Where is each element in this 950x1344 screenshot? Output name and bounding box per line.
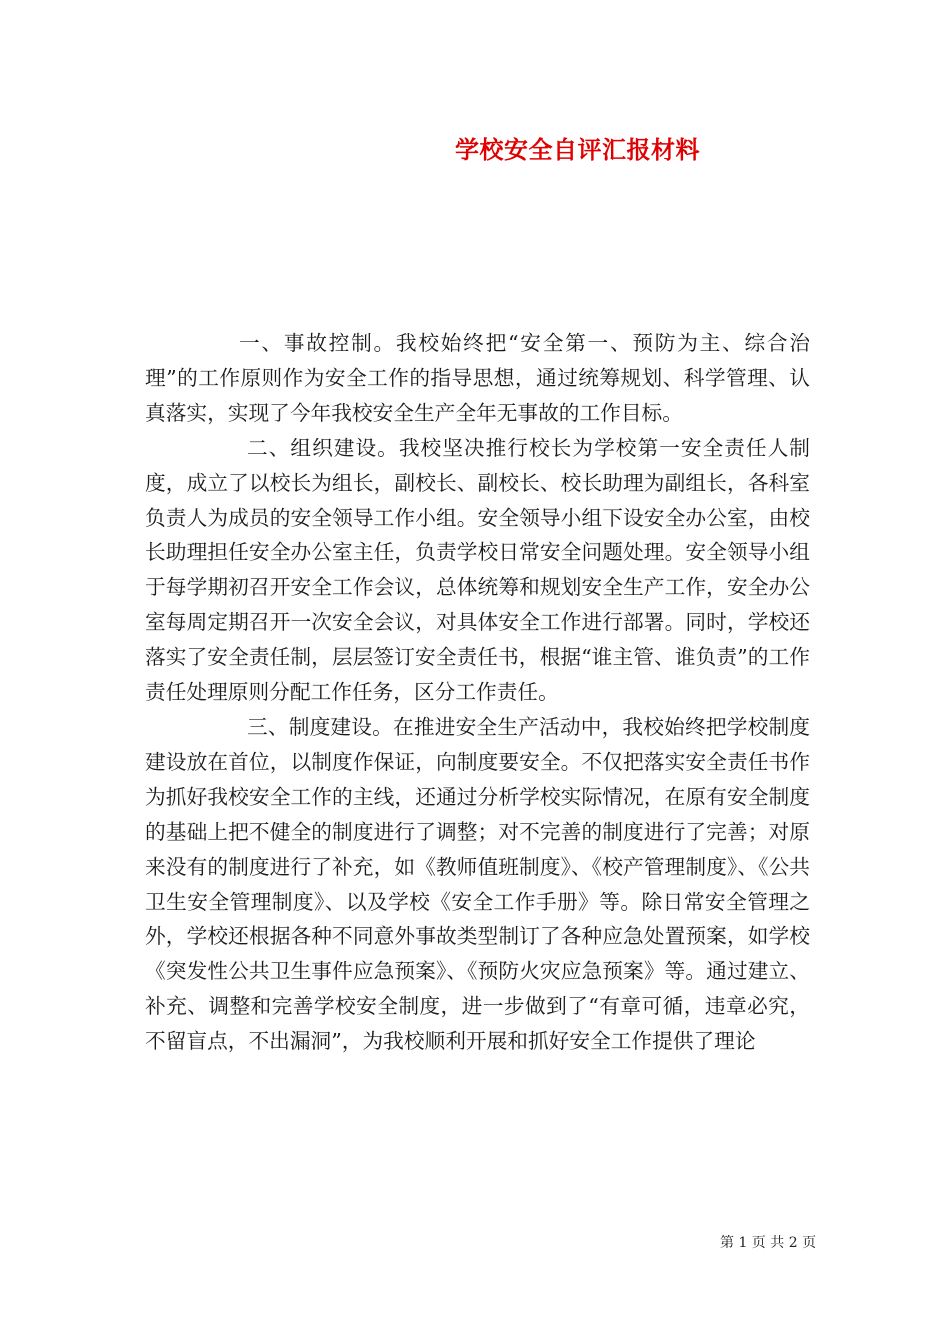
document-title: 学校安全自评汇报材料 [455,135,700,164]
page-number: 第 1 页 共 2 页 [720,1235,817,1251]
paragraph-system-building: 三、制度建设。在推进安全生产活动中，我校始终把学校制度建设放在首位，以制度作保证，向制度要安全。不仅把落实安全责任书作为抓好我校安全工作的主线，还通过分析学校实际情况，在原有安全制度的基础上把不健全的制度进行了调整；对不完善的制度进行了完善；对原来没有的制度进行了补充，如《教师值班制度》、《校产管理制度》、《公共卫生安全管理制度》、以及学校《安全工作手册》等。除日常安全管理之外，学校还根据各种不同意外事故类型制订了各种应急处置预案，如学校《突发性公共卫生事件应急预案》、《预防火灾应急预案》等。通过建立、补充、调整和完善学校安全制度，进一步做到了“有章可循，违章必究，不留盲点，不出漏洞”，为我校顺利开展和抓好安全工作提供了理论 [145,714,810,1054]
paragraph-accident-control: 一、事故控制。我校始终把“安全第一、预防为主、综合治理”的工作原则作为安全工作的指导思想，通过统筹规划、科学管理、认真落实，实现了今年我校安全生产全年无事故的工作目标。 [145,331,810,425]
paragraph-organization: 二、组织建设。我校坚决推行校长为学校第一安全责任人制度，成立了以校长为组长，副校长、副校长、校长助理为副组长，各科室负责人为成员的安全领导工作小组。安全领导小组下设安全办公室，由校长助理担任安全办公室主任，负责学校日常安全问题处理。安全领导小组于每学期初召开安全工作会议，总体统筹和规划安全生产工作，安全办公室每周定期召开一次安全会议，对具体安全工作进行部署。同时，学校还落实了安全责任制，层层签订安全责任书，根据“谁主管、谁负责”的工作责任处理原则分配工作任务，区分工作责任。 [145,435,810,705]
document-body [145,326,810,1059]
